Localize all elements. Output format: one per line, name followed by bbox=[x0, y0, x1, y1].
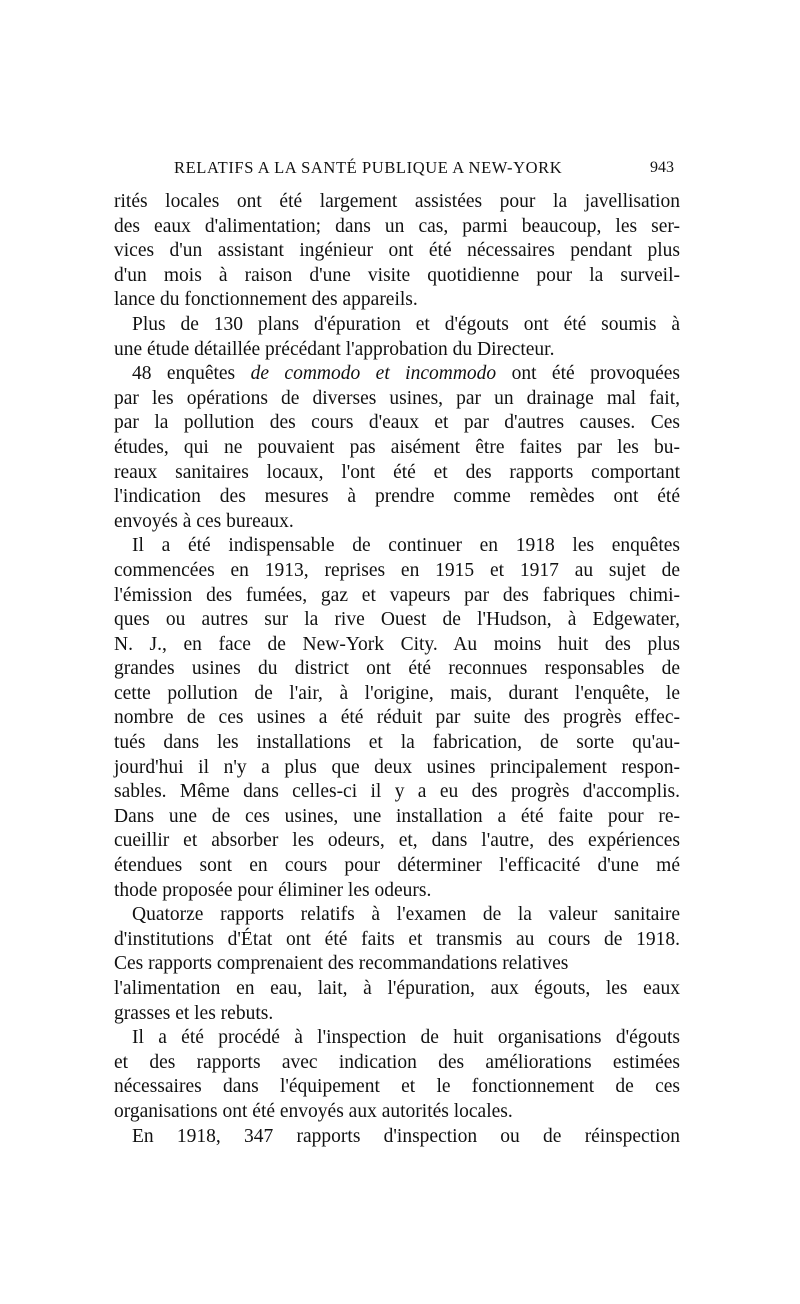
paragraph bbox=[114, 190, 680, 313]
text-line: sables. Même dans celles-ci il y a eu des progrès d'accomplis. bbox=[114, 781, 680, 803]
paragraph bbox=[114, 313, 680, 362]
text-line: Il a été procédé à l'inspection de huit organisations d'égouts bbox=[132, 1027, 680, 1049]
text-line: thode proposée pour éliminer les odeurs. bbox=[114, 879, 432, 901]
paragraph bbox=[114, 534, 680, 903]
text-line: jourd'hui il n'y a plus que deux usines principalement respon- bbox=[114, 756, 680, 778]
text-line: rités locales ont été largement assistées pour la javellisation bbox=[114, 191, 680, 212]
text-line: commencées en 1913, reprises en 1915 et 1917 au sujet de bbox=[114, 559, 680, 581]
text-line: l'émission des fumées, gaz et vapeurs par des fabriques chimi- bbox=[114, 584, 680, 606]
text-line: reaux sanitaires locaux, l'ont été et des rapports comportant bbox=[114, 461, 680, 483]
text-line: N. J., en face de New-York City. Au moins huit des plus bbox=[114, 633, 680, 655]
text-line: vices d'un assistant ingénieur ont été nécessaires pendant plus bbox=[114, 240, 680, 262]
text-line: étendues sont en cours pour déterminer l'efficacité d'une mé bbox=[114, 855, 680, 877]
text-line: et des rapports avec indication des améliorations estimées bbox=[114, 1051, 680, 1073]
text-segment: 48 enquêtes bbox=[132, 363, 251, 385]
text-line: organisations ont été envoyés aux autorités locales. bbox=[114, 1100, 513, 1122]
text-line: par la pollution des cours d'eaux et par d'autres causes. Ces bbox=[114, 412, 680, 434]
text-line: ques ou autres sur la rive Ouest de l'Hudson, à Edgewater, bbox=[114, 609, 680, 631]
text-line: nécessaires dans l'équipement et le fonctionnement de ces bbox=[114, 1076, 680, 1098]
text-line: En 1918, 347 rapports d'inspection ou de réinspection bbox=[132, 1125, 680, 1147]
text-line: grasses et les rebuts. bbox=[114, 1002, 274, 1024]
text-line bbox=[114, 362, 680, 387]
text-line: l'indication des mesures à prendre comme remèdes ont été bbox=[114, 486, 680, 508]
text-segment: ont été provoquées bbox=[496, 363, 680, 385]
paragraph bbox=[114, 1125, 680, 1150]
text-line: Plus de 130 plans d'épuration et d'égouts ont été soumis à bbox=[132, 313, 680, 335]
running-title: RELATIFS A LA SANTÉ PUBLIQUE A NEW-YORK bbox=[174, 158, 563, 177]
text-line: l'alimentation en eau, lait, à l'épuration, aux égouts, les eaux bbox=[114, 978, 680, 999]
page-number: 943 bbox=[650, 159, 674, 176]
text-line: grandes usines du district ont été reconnues responsables de bbox=[114, 658, 680, 680]
text-line: tués dans les installations et la fabrication, de sorte qu'au- bbox=[114, 732, 680, 754]
text-line: cette pollution de l'air, à l'origine, mais, durant l'enquête, le bbox=[114, 682, 680, 704]
text-line: par les opérations de diverses usines, par un drainage mal fait, bbox=[114, 387, 680, 409]
text-line: d'un mois à raison d'une visite quotidienne pour la surveil- bbox=[114, 264, 680, 286]
document-page bbox=[114, 150, 680, 1149]
text-line: cueillir et absorber les odeurs, et, dans l'autre, des expériences bbox=[114, 830, 680, 852]
paragraph bbox=[114, 903, 680, 1026]
text-line: études, qui ne pouvaient pas aisément être faites par les bu- bbox=[114, 436, 680, 458]
text-line: envoyés à ces bureaux. bbox=[114, 510, 294, 532]
paragraph bbox=[114, 1026, 680, 1124]
italic-phrase: de commodo et incommodo bbox=[250, 363, 497, 385]
text-line: d'institutions d'État ont été faits et transmis au cours de 1918. bbox=[114, 928, 680, 950]
body-text bbox=[114, 190, 680, 1149]
text-line: des eaux d'alimentation; dans un cas, parmi beaucoup, les ser- bbox=[114, 215, 680, 237]
text-line: Ces rapports comprenaient des recommandations relatives bbox=[114, 953, 569, 975]
text-line: nombre de ces usines a été réduit par suite des progrès effec- bbox=[114, 707, 680, 729]
text-line: Dans une de ces usines, une installation a été faite pour re- bbox=[114, 805, 680, 827]
text-line: Il a été indispensable de continuer en 1918 les enquêtes bbox=[132, 535, 680, 557]
paragraph bbox=[114, 362, 680, 534]
text-line: une étude détaillée précédant l'approbation du Directeur. bbox=[114, 338, 555, 360]
running-header bbox=[114, 150, 680, 180]
text-line: Quatorze rapports relatifs à l'examen de la valeur sanitaire bbox=[132, 904, 680, 926]
text-line: lance du fonctionnement des appareils. bbox=[114, 289, 418, 311]
